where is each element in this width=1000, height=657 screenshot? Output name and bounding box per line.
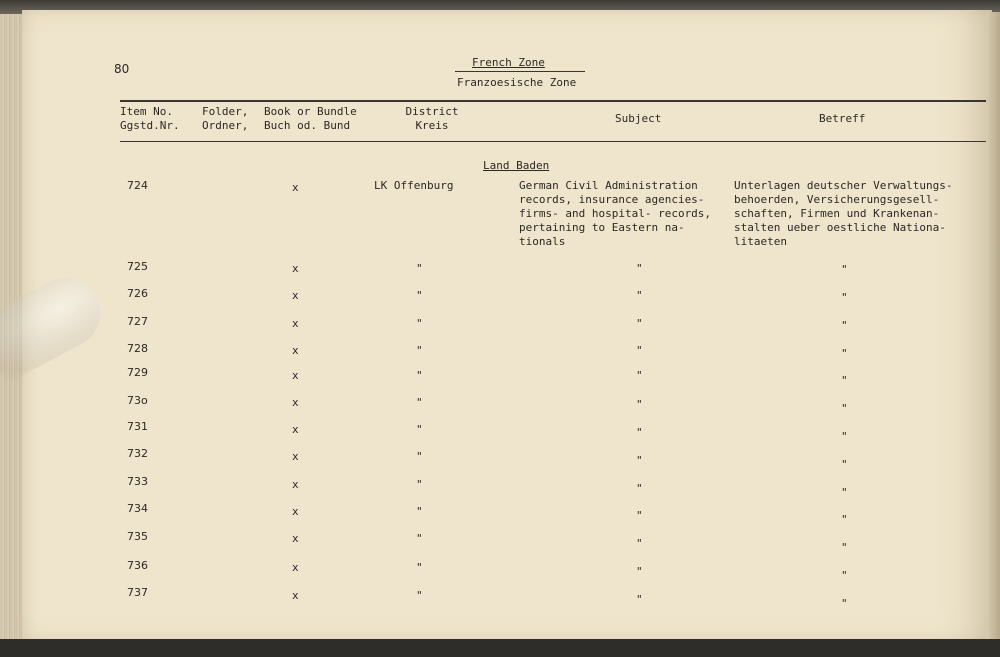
column-header-item xyxy=(120,105,180,133)
district-name: LK Offenburg xyxy=(374,179,454,192)
item-number: 737 xyxy=(127,586,148,599)
zone-title: French Zone xyxy=(472,56,545,69)
item-number: 727 xyxy=(127,315,148,328)
book-mark: x xyxy=(292,181,299,194)
betreff-ditto: " xyxy=(841,402,848,415)
betreff-ditto: " xyxy=(841,541,848,554)
subject-line: tionals xyxy=(519,235,566,248)
book-mark: x xyxy=(292,589,299,602)
column-header-betreff: Betreff xyxy=(819,112,866,125)
district-ditto: " xyxy=(416,317,423,330)
betreff-ditto: " xyxy=(841,569,848,582)
item-number: 736 xyxy=(127,559,148,572)
betreff-ditto: " xyxy=(841,597,848,610)
subject-line: German Civil Administration xyxy=(519,179,698,192)
item-number: 734 xyxy=(127,502,148,515)
subject-text xyxy=(519,179,711,249)
item-number: 731 xyxy=(127,420,148,433)
column-header-item-line2: Ggstd.Nr. xyxy=(120,119,180,132)
betreff-ditto: " xyxy=(841,263,848,276)
item-number: 726 xyxy=(127,287,148,300)
subject-ditto: " xyxy=(636,593,643,606)
betreff-line: litaeten xyxy=(734,235,787,248)
item-number: 732 xyxy=(127,447,148,460)
district-ditto: " xyxy=(416,369,423,382)
column-header-folder xyxy=(202,105,248,133)
book-mark: x xyxy=(292,317,299,330)
district-ditto: " xyxy=(416,396,423,409)
book-mark: x xyxy=(292,289,299,302)
book-mark: x xyxy=(292,369,299,382)
district-ditto: " xyxy=(416,532,423,545)
column-header-district-line2: Kreis xyxy=(415,119,449,132)
item-number: 728 xyxy=(127,342,148,355)
subject-ditto: " xyxy=(636,454,643,467)
book-mark: x xyxy=(292,561,299,574)
item-number: 73o xyxy=(127,394,148,407)
book-mark: x xyxy=(292,344,299,357)
page-number: 80 xyxy=(114,62,130,76)
item-number: 735 xyxy=(127,530,148,543)
item-number: 724 xyxy=(127,179,148,192)
subject-line: records, insurance agencies- xyxy=(519,193,705,206)
subject-ditto: " xyxy=(636,426,643,439)
subject-ditto: " xyxy=(636,565,643,578)
betreff-ditto: " xyxy=(841,486,848,499)
book-mark: x xyxy=(292,423,299,436)
subject-line: pertaining to Eastern na- xyxy=(519,221,685,234)
district-ditto: " xyxy=(416,289,423,302)
district-ditto: " xyxy=(416,344,423,357)
betreff-line: Unterlagen deutscher Verwaltungs- xyxy=(734,179,953,192)
district-ditto: " xyxy=(416,423,423,436)
district-ditto: " xyxy=(416,478,423,491)
subject-ditto: " xyxy=(636,262,643,275)
item-number: 725 xyxy=(127,260,148,273)
betreff-ditto: " xyxy=(841,291,848,304)
header-bottom-rule xyxy=(120,141,988,142)
column-header-folder-line1: Folder, xyxy=(202,105,249,118)
zone-subtitle: Franzoesische Zone xyxy=(457,76,577,89)
column-header-item-line1: Item No. xyxy=(120,105,173,118)
book-right-edge xyxy=(986,12,1000,644)
subject-ditto: " xyxy=(636,369,643,382)
column-header-subject: Subject xyxy=(615,112,662,125)
district-ditto: " xyxy=(416,262,423,275)
book-mark: x xyxy=(292,262,299,275)
district-ditto: " xyxy=(416,561,423,574)
subject-line: firms- and hospital- records, xyxy=(519,207,712,220)
book-mark: x xyxy=(292,478,299,491)
subject-ditto: " xyxy=(636,537,643,550)
betreff-line: stalten ueber oestliche Nationa- xyxy=(734,221,946,234)
betreff-line: schaften, Firmen und Krankenan- xyxy=(734,207,940,220)
betreff-line: behoerden, Versicherungsgesell- xyxy=(734,193,940,206)
item-number: 733 xyxy=(127,475,148,488)
betreff-ditto: " xyxy=(841,430,848,443)
betreff-ditto: " xyxy=(841,458,848,471)
betreff-text xyxy=(734,179,953,249)
subject-ditto: " xyxy=(636,289,643,302)
betreff-ditto: " xyxy=(841,513,848,526)
column-header-district-line1: District xyxy=(405,105,459,118)
district-ditto: " xyxy=(416,505,423,518)
book-mark: x xyxy=(292,450,299,463)
zone-title-rule xyxy=(455,71,585,72)
column-header-book xyxy=(264,105,357,133)
book-mark: x xyxy=(292,532,299,545)
betreff-ditto: " xyxy=(841,374,848,387)
subject-ditto: " xyxy=(636,509,643,522)
district-ditto: " xyxy=(416,450,423,463)
book-bottom-edge xyxy=(0,639,1000,657)
header-top-rule xyxy=(120,100,988,102)
item-number: 729 xyxy=(127,366,148,379)
column-header-book-line1: Book or Bundle xyxy=(264,105,357,118)
subject-ditto: " xyxy=(636,398,643,411)
subject-ditto: " xyxy=(636,317,643,330)
document-page xyxy=(22,10,992,642)
district-ditto: " xyxy=(416,589,423,602)
betreff-ditto: " xyxy=(841,319,848,332)
betreff-ditto: " xyxy=(841,347,848,360)
subject-ditto: " xyxy=(636,344,643,357)
column-header-folder-line2: Ordner, xyxy=(202,119,249,132)
book-mark: x xyxy=(292,396,299,409)
section-title: Land Baden xyxy=(483,159,550,172)
book-mark: x xyxy=(292,505,299,518)
column-header-book-line2: Buch od. Bund xyxy=(264,119,351,132)
subject-ditto: " xyxy=(636,482,643,495)
column-header-district xyxy=(401,105,463,133)
